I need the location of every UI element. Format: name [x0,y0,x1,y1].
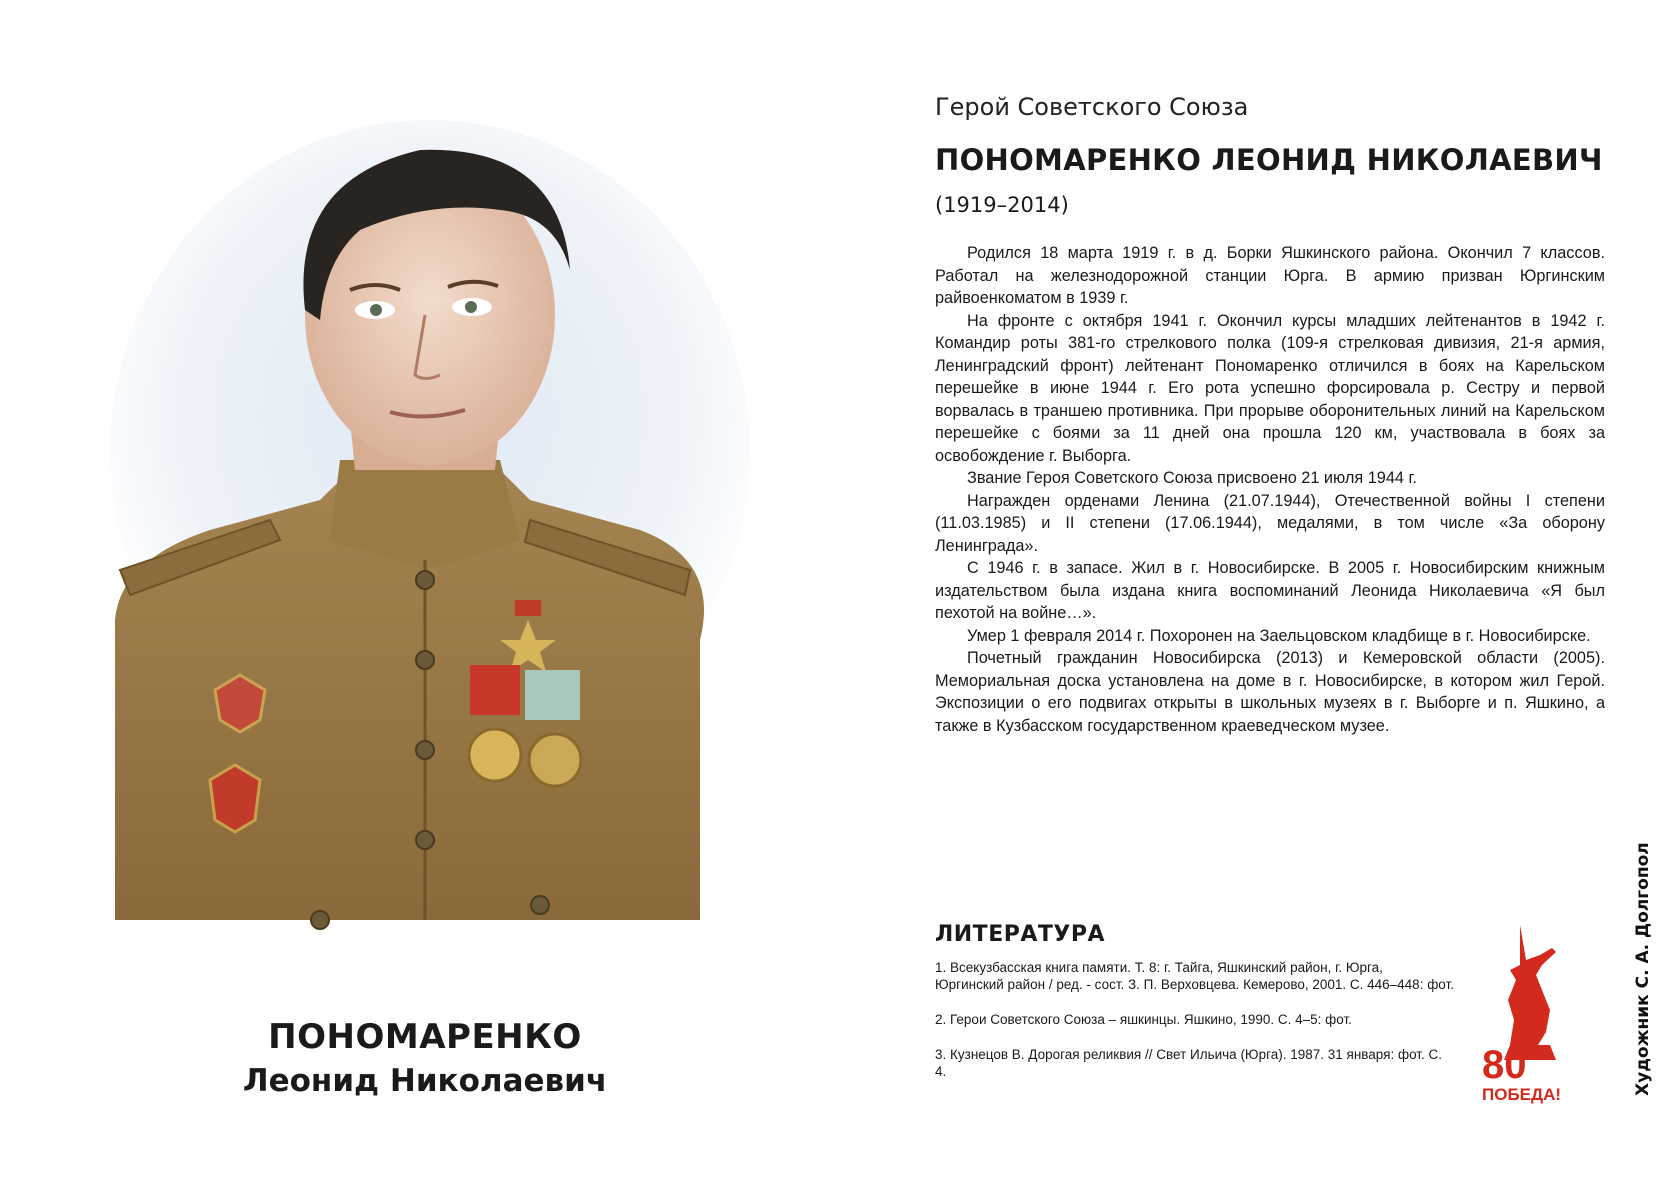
biography-text [935,242,1605,737]
artist-credit: Художник С. А. Долгопол [1633,842,1653,1096]
guards-badge [210,765,260,832]
emblem-number: 80 [1482,1043,1527,1087]
bio-paragraph: С 1946 г. в запасе. Жил в г. Новосибирске. В 2005 г. Новосибирским книжным издательством была издана книга воспоминаний Леонида Николаевича «Я был пехотой на войне…». [935,559,1605,622]
caption-names: Леонид Николаевич [242,1063,608,1099]
button [416,831,434,849]
button [416,741,434,759]
page-title: ПОНОМАРЕНКО ЛЕОНИД НИКОЛАЕВИЧ [935,143,1603,177]
biography-column [935,90,1605,737]
button [311,911,329,929]
caption-surname: ПОНОМАРЕНКО [268,1017,582,1057]
bio-paragraph: Звание Героя Советского Союза присвоено 21 июля 1944 г. [967,469,1417,487]
portrait-illustration [100,120,750,960]
literature-item: 1. Всекузбасская книга памяти. Т. 8: г. Тайга, Яшкинский район, г. Юрга, Юргинский район / ред. - сост. З. П. Верховцева. Кемерово, 2001. С. 446–448: фот. [935,960,1454,992]
order-ribbon [470,665,520,715]
literature-title: ЛИТЕРАТУРА [935,922,1105,947]
defense-medal [529,734,581,786]
bio-paragraph: Награжден орденами Ленина (21.07.1944), Отечественной войны I степени (11.03.1985) и II степени (17.06.1944), медалями, в том числе «За оборону Ленинграда». [935,491,1605,555]
bio-paragraph: На фронте с октября 1941 г. Окончил курсы младших лейтенантов в 1942 г. Командир роты 381-го стрелкового полка (109-я стрелковая дивизия, 21-я армия, Ленинградский фронт) лейтенант Пономаренко отличился в боях на Карельском перешейке в июне 1944 г. Его рота успешно форсировала р. Сестру и первой ворвалась в траншею противника. При прорыве оборонительных линий на Карельском перешейке с боями за 11 дней она прошла 120 км, участвовала в боях за освобождение г. Выборга. [935,311,1605,465]
emblem-word: ПОБЕДА! [1482,1085,1562,1104]
button [416,571,434,589]
bio-paragraph: Почетный гражданин Новосибирска (2013) и Кемеровской области (2005). Мемориальная доска установлена на доме в г. Новосибирске, в котором жил Герой. Экспозиции о его подвигах открыты в школьных музеях в г. Выборге и п. Яшкино, а также в Кузбасском государственном краеведческом музее. [935,649,1605,735]
bio-paragraph: Родился 18 марта 1919 г. в д. Борки Яшкинского района. Окончил 7 классов. Работал на железнодорожной станции Юрга. В армию призван Юргинским райвоенкоматом в 1939 г. [935,244,1605,307]
bio-paragraph: Умер 1 февраля 2014 г. Похоронен на Заельцовском кладбище в г. Новосибирске. [967,626,1591,645]
button [531,896,549,914]
motherland-statue-icon [1508,925,1556,1045]
life-years: (1919–2014) [935,193,1069,217]
literature-item: 3. Кузнецов В. Дорогая реликвия // Свет Ильича (Юрга). 1987. 31 января: фот. С. 4. [935,1047,1442,1079]
literature-section [935,922,1455,1098]
button [416,651,434,669]
literature-item: 2. Герои Советского Союза – яшкинцы. Яшкино, 1990. С. 4–5: фот. [935,1012,1352,1027]
victory-80-emblem [1480,920,1580,1105]
portrait-caption [100,1015,750,1103]
order-of-lenin [469,729,521,781]
medal-ribbon [525,670,580,720]
subtitle: Герой Советского Союза [935,93,1249,121]
